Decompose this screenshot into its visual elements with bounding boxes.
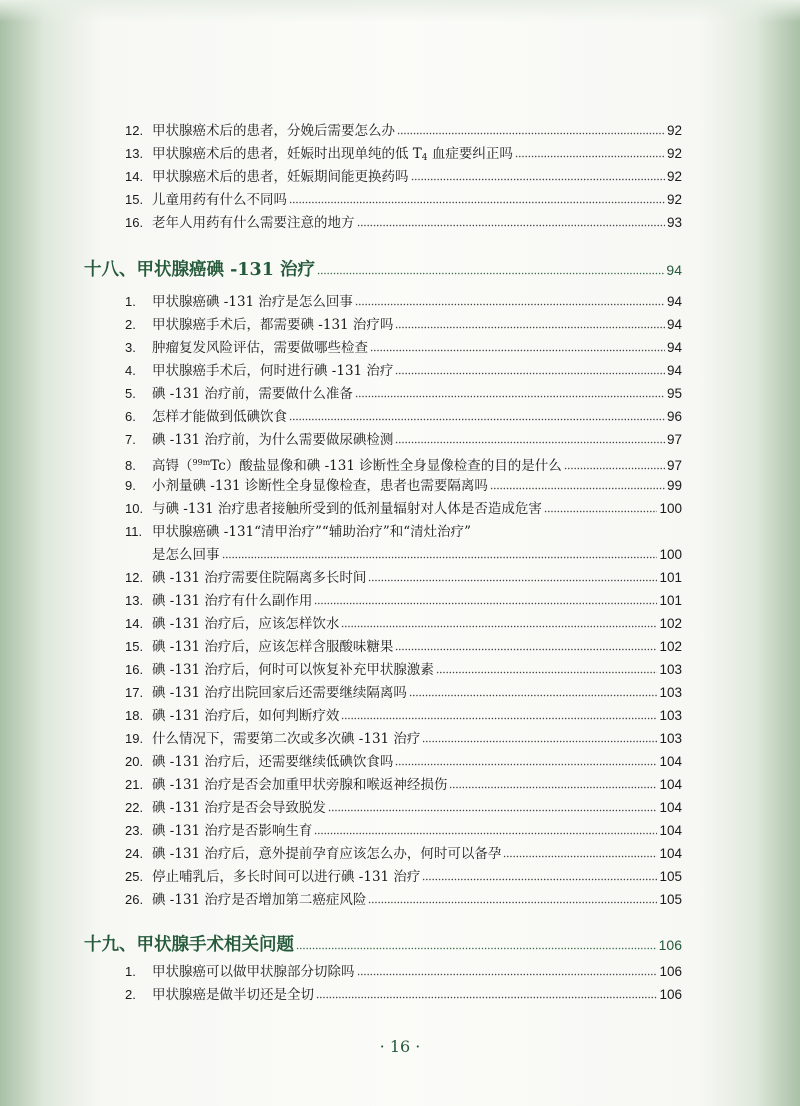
toc-entry-first-line[interactable] [125, 521, 682, 543]
entry-title-post: Tc）酸盐显像和碘 -131 诊断性全身显像检查的目的是什么 [210, 458, 562, 474]
toc-entry[interactable] [125, 189, 682, 211]
entry-title: 碘 -131 治疗是否会导致脱发 [152, 800, 326, 816]
page-number-footer: · 16 · [379, 1037, 421, 1056]
dot-leader [355, 294, 665, 306]
entry-page-number: 105 [659, 869, 682, 884]
entry-number: 9. [125, 478, 136, 493]
entry-number: 23. [125, 823, 144, 838]
entry-page-number: 103 [659, 685, 682, 700]
entry-page-number: 92 [666, 192, 682, 207]
toc-entry[interactable] [125, 843, 682, 865]
toc-entry[interactable] [125, 212, 682, 234]
entry-number: 12. [125, 123, 144, 138]
entry-page-number: 93 [666, 215, 682, 230]
toc-entry[interactable] [125, 636, 682, 658]
dot-leader [503, 846, 657, 858]
entry-page-number: 94 [666, 294, 682, 309]
entry-title: 什么情况下，需要第二次或多次碘 -131 治疗 [152, 731, 421, 747]
entry-title: 儿童用药有什么不同吗 [152, 192, 287, 208]
dot-leader [449, 777, 657, 789]
toc-entry[interactable] [125, 866, 682, 888]
entry-page-number: 103 [659, 662, 682, 677]
toc-entry[interactable] [125, 682, 682, 704]
entry-page-number: 102 [659, 616, 682, 631]
dot-leader [357, 964, 658, 976]
toc-entry[interactable] [125, 774, 682, 796]
toc-entry[interactable] [125, 475, 682, 497]
entry-title: 碘 -131 治疗后，应该怎样饮水 [152, 616, 340, 632]
dot-leader [395, 363, 665, 375]
entry-number: 18. [125, 708, 144, 723]
entry-number: 12. [125, 570, 144, 585]
toc-entry[interactable] [125, 889, 682, 911]
dot-leader [328, 800, 658, 812]
dot-leader [395, 317, 665, 329]
entry-number: 24. [125, 846, 144, 861]
toc-entry[interactable] [125, 429, 682, 451]
entry-page-number: 104 [659, 823, 682, 838]
entry-title: 甲状腺癌术后的患者，分娩后需要怎么办 [152, 123, 395, 139]
dot-leader [395, 639, 657, 651]
entry-title: 小剂量碘 -131 诊断性全身显像检查，患者也需要隔离吗 [152, 478, 488, 494]
toc-entry[interactable] [125, 143, 682, 165]
entry-number: 14. [125, 169, 144, 184]
entry-page-number: 103 [659, 731, 682, 746]
dot-leader [317, 263, 664, 275]
dot-leader [296, 938, 657, 950]
entry-title: 碘 -131 治疗是否会加重甲状旁腺和喉返神经损伤 [152, 777, 448, 793]
entry-title: 碘 -131 治疗后，应该怎样含服酸味糖果 [152, 639, 394, 655]
entry-title: 碘 -131 治疗是否影响生育 [152, 823, 313, 839]
dot-leader [564, 458, 665, 470]
entry-title-pre: 甲状腺癌术后的患者，妊娠时出现单纯的低 T [152, 146, 422, 162]
dot-leader [422, 869, 657, 881]
entry-number: 4. [125, 363, 136, 378]
entry-title-subscript: 4 [421, 153, 428, 163]
entry-number: 13. [125, 593, 144, 608]
entry-page-number: 106 [659, 964, 682, 979]
entry-number: 5. [125, 386, 136, 401]
entry-page-number: 103 [659, 708, 682, 723]
dot-leader [515, 146, 665, 158]
toc-entry[interactable] [125, 406, 682, 428]
entry-title: 甲状腺癌是做半切还是全切 [152, 987, 314, 1003]
entry-number: 2. [125, 317, 136, 332]
toc-entry[interactable] [125, 166, 682, 188]
entry-title: 甲状腺癌可以做甲状腺部分切除吗 [152, 964, 355, 980]
toc-entry[interactable] [125, 498, 682, 520]
dot-leader [341, 616, 657, 628]
section-heading-19[interactable] [84, 931, 682, 959]
entry-page-number: 100 [659, 501, 682, 516]
dot-leader [314, 593, 657, 605]
dot-leader [370, 340, 665, 352]
dot-leader [544, 501, 658, 513]
entry-number: 3. [125, 340, 136, 355]
entry-title: 碘 -131 治疗后，还需要继续低碘饮食吗 [152, 754, 394, 770]
dot-leader [316, 987, 657, 999]
entry-title: 怎样才能做到低碘饮食 [152, 409, 287, 425]
entry-page-number: 100 [659, 547, 682, 562]
dot-leader [289, 192, 665, 204]
entry-page-number: 106 [659, 987, 682, 1002]
toc-entry-continuation[interactable] [152, 544, 682, 566]
entry-page-number: 101 [659, 593, 682, 608]
entry-page-number: 94 [666, 340, 682, 355]
entry-title: 甲状腺癌手术后，都需要碘 -131 治疗吗 [152, 317, 394, 333]
entry-title: 与碘 -131 治疗患者接触所受到的低剂量辐射对人体是否造成危害 [152, 501, 542, 517]
entry-title: 碘 -131 治疗出院回家后还需要继续隔离吗 [152, 685, 407, 701]
dot-leader [341, 708, 657, 720]
entry-page-number: 92 [666, 169, 682, 184]
dot-leader [490, 478, 665, 490]
entry-number: 15. [125, 639, 144, 654]
dot-leader [422, 731, 657, 743]
dot-leader [222, 547, 658, 559]
entry-title: 碘 -131 治疗后，如何判断疗效 [152, 708, 340, 724]
entry-number: 25. [125, 869, 144, 884]
entry-page-number: 95 [666, 386, 682, 401]
toc-entry[interactable] [125, 820, 682, 842]
entry-number: 6. [125, 409, 136, 424]
entry-title: 碘 -131 治疗前，为什么需要做尿碘检测 [152, 432, 394, 448]
section-page-number: 94 [666, 262, 682, 278]
entry-page-number: 104 [659, 846, 682, 861]
dot-leader [355, 386, 665, 398]
entry-title-continued: 是怎么回事 [152, 547, 220, 563]
entry-title: 碘 -131 治疗需要住院隔离多长时间 [152, 570, 367, 586]
toc-entry[interactable] [125, 120, 682, 142]
toc-entry[interactable] [125, 751, 682, 773]
entry-title: 老年人用药有什么需要注意的地方 [152, 215, 355, 231]
entry-number: 20. [125, 754, 144, 769]
entry-title: 甲状腺癌术后的患者，妊娠期间能更换药吗 [152, 169, 409, 185]
entry-number: 8. [125, 458, 136, 473]
toc-entry[interactable] [125, 797, 682, 819]
toc-entry[interactable] [125, 314, 682, 336]
toc-entry[interactable] [125, 613, 682, 635]
dot-leader [314, 823, 657, 835]
entry-title: 碘 -131 治疗是否增加第二癌症风险 [152, 892, 367, 908]
entry-number: 17. [125, 685, 144, 700]
entry-page-number: 97 [666, 432, 682, 447]
toc-entry[interactable] [125, 984, 682, 1006]
dot-leader [368, 892, 657, 904]
entry-number: 19. [125, 731, 144, 746]
entry-page-number: 102 [659, 639, 682, 654]
entry-number: 2. [125, 987, 136, 1002]
entry-title: 碘 -131 治疗前，需要做什么准备 [152, 386, 353, 402]
entry-number: 22. [125, 800, 144, 815]
section-page-number: 106 [658, 937, 682, 953]
toc-entry[interactable] [125, 961, 682, 983]
section-heading-18[interactable] [84, 256, 682, 284]
dot-leader [411, 169, 665, 181]
entry-number: 16. [125, 662, 144, 677]
toc-entry[interactable] [125, 567, 682, 589]
entry-number: 15. [125, 192, 144, 207]
entry-number: 26. [125, 892, 144, 907]
entry-page-number: 92 [666, 146, 682, 161]
toc-entry[interactable] [125, 705, 682, 727]
entry-page-number: 97 [666, 458, 682, 473]
entry-page-number: 94 [666, 317, 682, 332]
dot-leader [436, 662, 658, 674]
entry-title: 甲状腺癌碘 -131 治疗是怎么回事 [152, 294, 353, 310]
entry-number: 1. [125, 964, 136, 979]
entry-title: 碘 -131 治疗有什么副作用 [152, 593, 313, 609]
dot-leader [357, 215, 665, 227]
section-title: 十九、甲状腺手术相关问题 [84, 935, 294, 955]
dot-leader [397, 123, 665, 135]
entry-page-number: 96 [666, 409, 682, 424]
entry-page-number: 104 [659, 800, 682, 815]
toc-entry[interactable] [125, 291, 682, 313]
dot-leader [395, 754, 657, 766]
toc-entry[interactable] [125, 337, 682, 359]
entry-page-number: 104 [659, 754, 682, 769]
entry-title: 甲状腺癌碘 -131“清甲治疗”“辅助治疗”和“清灶治疗” [152, 524, 472, 540]
entry-title-post: 血症要纠正吗 [427, 146, 513, 162]
entry-page-number: 101 [659, 570, 682, 585]
entry-page-number: 92 [666, 123, 682, 138]
entry-title: 停止哺乳后，多长时间可以进行碘 -131 治疗 [152, 869, 421, 885]
entry-title: 碘 -131 治疗后，意外提前孕育应该怎么办，何时可以备孕 [152, 846, 502, 862]
dot-leader [409, 685, 658, 697]
entry-title-superscript: 99m [192, 458, 211, 467]
entry-number: 1. [125, 294, 136, 309]
entry-title-pre: 高锝（ [152, 458, 193, 474]
entry-title: 甲状腺癌手术后，何时进行碘 -131 治疗 [152, 363, 394, 379]
toc-entry[interactable] [125, 383, 682, 405]
entry-page-number: 104 [659, 777, 682, 792]
dot-leader [289, 409, 665, 421]
toc-entry[interactable] [125, 590, 682, 612]
toc-entry[interactable] [125, 360, 682, 382]
dot-leader [368, 570, 657, 582]
entry-number: 16. [125, 215, 144, 230]
entry-number: 11. [125, 524, 143, 539]
entry-title [152, 452, 562, 477]
entry-number: 13. [125, 146, 144, 161]
entry-number: 14. [125, 616, 144, 631]
entry-page-number: 105 [659, 892, 682, 907]
entry-title: 肿瘤复发风险评估，需要做哪些检查 [152, 340, 368, 356]
entry-number: 21. [125, 777, 144, 792]
entry-number: 7. [125, 432, 136, 447]
toc-entry[interactable] [125, 659, 682, 681]
dot-leader [395, 432, 665, 444]
section-title: 十八、甲状腺癌碘 -131 治疗 [84, 260, 315, 280]
toc-entry[interactable] [125, 452, 682, 474]
entry-page-number: 94 [666, 363, 682, 378]
entry-title: 碘 -131 治疗后，何时可以恢复补充甲状腺激素 [152, 662, 434, 678]
entry-page-number: 99 [666, 478, 682, 493]
entry-number: 10. [125, 501, 144, 516]
toc-entry[interactable] [125, 728, 682, 750]
